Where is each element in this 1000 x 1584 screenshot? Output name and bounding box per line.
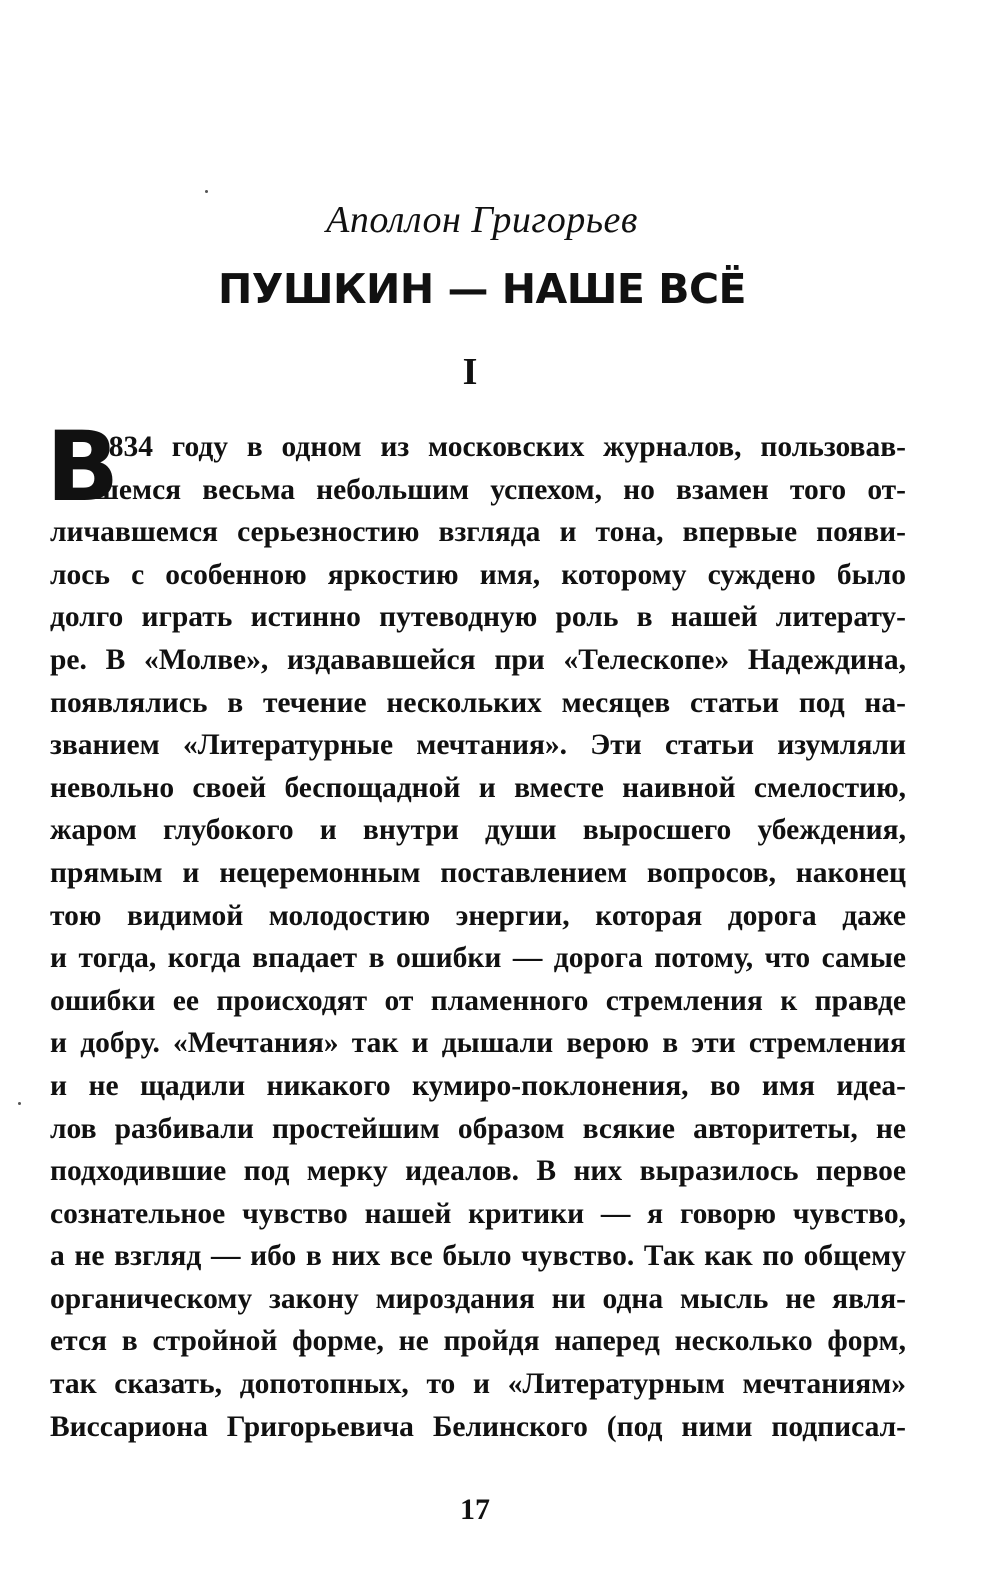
text-line: ется в стройной форме, не пройдя наперед несколько форм, (50, 1325, 906, 1358)
text-line: и добру. «Мечтания» так и дышали верою в эти стремления (50, 1027, 906, 1060)
text-line: появлялись в течение нескольких месяцев статьи под на- (50, 686, 906, 719)
text-line: лось с особенною яркостию имя, которому суждено было (50, 558, 906, 591)
body-text (46, 411, 906, 1448)
author-name: Аполлон Григорьев (326, 199, 638, 241)
text-line: Виссариона Григорьевича Белинского (под ними подписал- (50, 1410, 906, 1443)
drop-cap: В (46, 411, 120, 523)
text-line: 1834 году в одном из московских журналов, пользовав- (94, 431, 906, 463)
text-line: невольно своей беспощадной и вместе наивной смелостию, (50, 771, 906, 804)
text-line: органическому закону мироздания ни одна мысль не явля- (50, 1282, 906, 1315)
text-line: долго играть истинно путеводную роль в нашей литерату- (50, 601, 906, 634)
essay-title: ПУШКИН — НАШЕ ВСЁ (217, 265, 747, 313)
text-line: прямым и нецеремонным поставлением вопросов, наконец (50, 856, 906, 889)
text-line: шемся весьма небольшим успехом, но взамен того от- (94, 473, 906, 506)
text-line: и не щадили никакого кумиро-поклонения, во имя идеа- (50, 1069, 906, 1102)
chapter-number: I (462, 351, 478, 393)
text-line: лов разбивали простейшим образом всякие авторитеты, не (50, 1112, 906, 1145)
text-line: тою видимой молодостию энергии, которая дорога даже (50, 899, 906, 932)
page-number: 17 (460, 1493, 490, 1526)
text-line: жаром глубокого и внутри души выросшего убеждения, (50, 814, 906, 847)
text-line: и тогда, когда впадает в ошибки — дорога потому, что самые (50, 942, 906, 975)
text-line: а не взгляд — ибо в них все было чувство. Так как по общему (50, 1240, 906, 1273)
text-line: так сказать, допотопных, то и «Литературным мечтаниям» (50, 1368, 906, 1401)
text-line: ре. В «Молве», издававшейся при «Телескопе» Надеждина, (50, 643, 906, 676)
text-line: званием «Литературные мечтания». Эти статьи изумляли (50, 729, 906, 762)
text-line: подходившие под мерку идеалов. В них выразилось первое (50, 1155, 906, 1188)
paper-speck (18, 1102, 21, 1105)
text-line: сознательное чувство нашей критики — я говорю чувство, (50, 1197, 906, 1230)
paper-speck (205, 190, 208, 193)
text-line: личавшемся серьезностию взгляда и тона, впервые появи- (50, 516, 906, 549)
text-line: ошибки ее происходят от пламенного стремления к правде (50, 984, 906, 1017)
